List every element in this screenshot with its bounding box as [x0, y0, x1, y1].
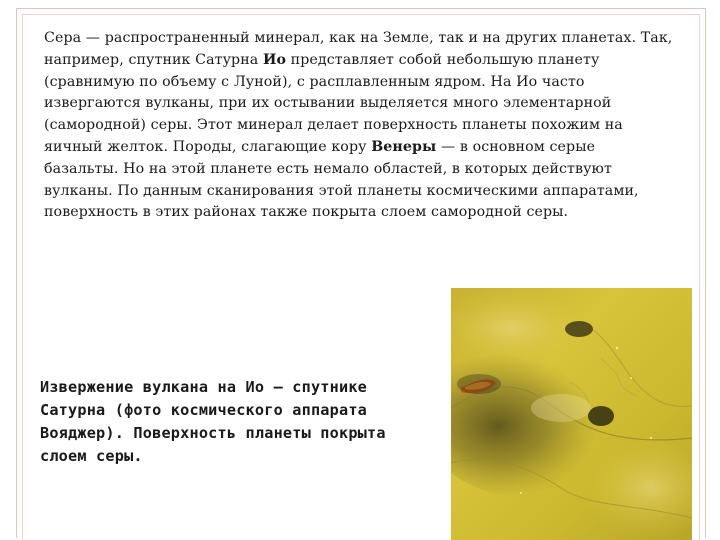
paragraph-part-3: — в основном серые базальты. Но на этой планете есть немало областей, в которых действуют вулканы. По данным сканирования этой планеты космическими аппаратами, поверхность в этих районах также покрыта слоем самородной серы. [44, 138, 639, 221]
photo-caption: Извержение вулкана на Ио — спутнике Сатурна (фото космического аппарата Вояджер). Поверхность планеты покрыта слоем серы. [40, 378, 386, 465]
paragraph-part-2: представляет собой небольшую планету (сравнимую по объему с Луной), с расплавленным ядром. На Ио часто извергаются вулканы, при их остывании выделяется много элементарной (самородной) серы. Этот минерал делает поверхность планеты похожим на яичный желток. Породы, слагающие кору [44, 51, 623, 155]
io-volcano-photo [451, 288, 692, 540]
main-paragraph [44, 28, 674, 224]
io-bold: Ио [262, 51, 287, 68]
paragraph-part-1: Сера — распространенный минерал, как на Земле, так и на других планетах. Так, например, спутник Сатурна [44, 30, 673, 68]
venus-bold: Венеры [371, 138, 437, 155]
